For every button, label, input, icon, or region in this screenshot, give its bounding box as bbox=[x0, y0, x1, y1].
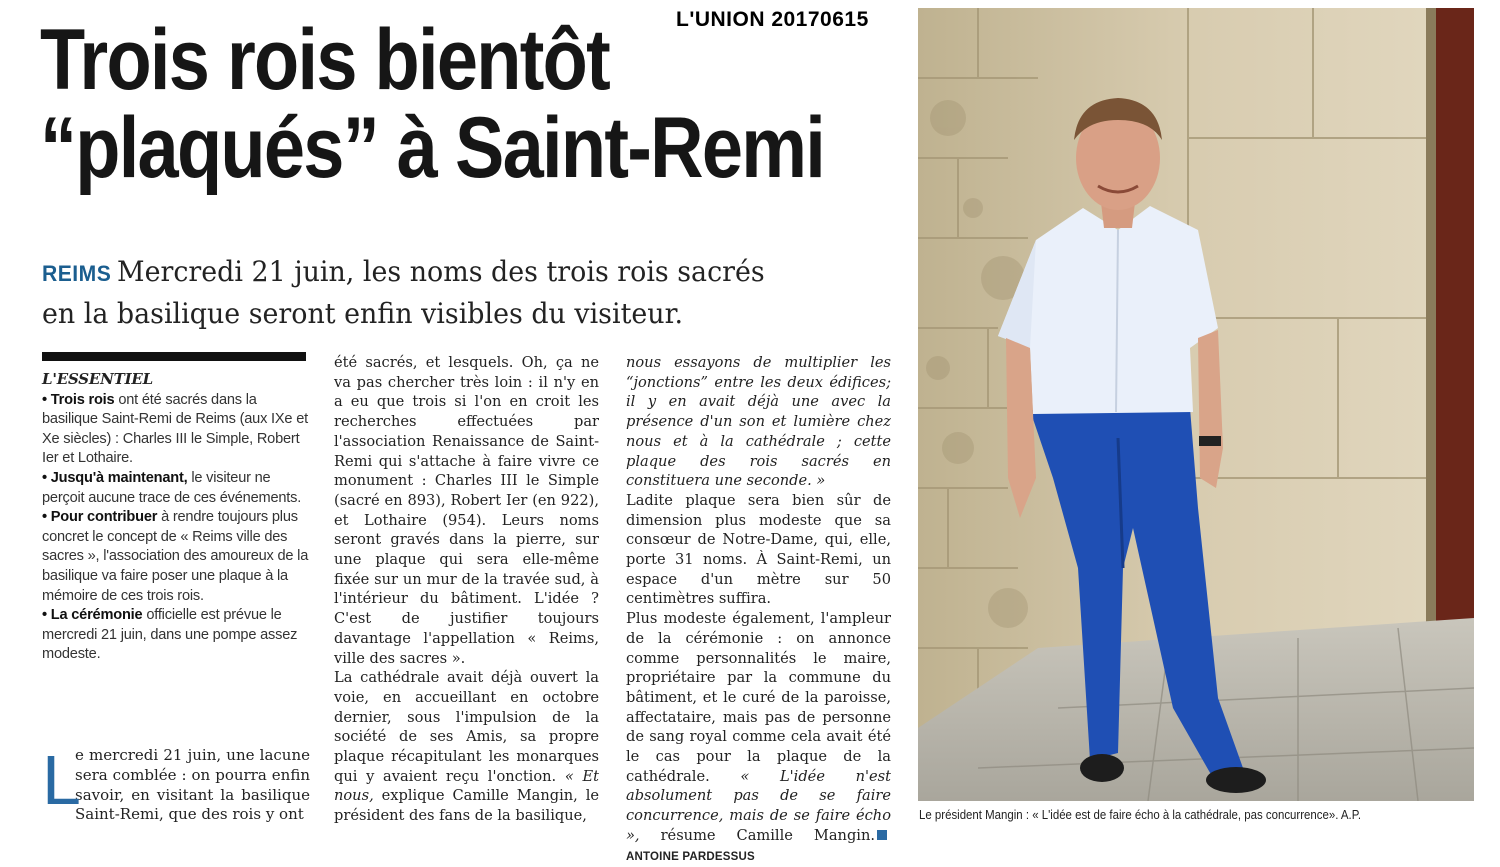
essentiel-box bbox=[42, 370, 310, 665]
essentiel-item: • Pour contribuer à rendre toujours plus concret le concept de « Reims ville des sacres », l'association des amoureux de la basilique va faire poser une plaque à la mémoire de ces trois rois. bbox=[42, 509, 309, 604]
essentiel-rule bbox=[42, 352, 306, 361]
article-standfirst bbox=[42, 252, 772, 334]
lead-paragraph bbox=[42, 741, 310, 825]
city-label: REIMS bbox=[42, 261, 112, 286]
body-column-3 bbox=[626, 353, 891, 867]
body-paragraph: Ladite plaque sera bien sûr de dimension plus modeste que sa consœur de Notre-Dame, qui, elle, porte 31 noms. À Saint-Remi, un espace d'un mètre sur 50 centimètres suffira. bbox=[626, 491, 891, 608]
photo-portrait-man bbox=[918, 8, 1474, 801]
body-paragraph: nous essayons de multiplier les “jonctions” entre les deux édifices; il y en avait déjà une avec la présence d'un son et lumière chez nous et à la cathédrale ; cette plaque des rois sacrés en constituera une seconde. » bbox=[626, 354, 891, 490]
byline-square-icon bbox=[877, 830, 887, 840]
body-column-2 bbox=[334, 353, 599, 826]
essentiel-item: • La cérémonie officielle est prévue le mercredi 21 juin, dans une pompe assez modeste. bbox=[42, 607, 298, 663]
body-paragraph: Plus modeste également, l'ampleur de la cérémonie : on annonce comme personnalités le maire, propriétaire par la commune du bâtiment, et le curé de la paroisse, affectataire, mais pas de personne de sang royal comme cela avait été le cas pour la plaque de la cathédrale. « L'idée n'est absolument pas de se faire concurrence, mais de se faire écho », résume Camille Mangin.ANTOINE PARDESSUS bbox=[626, 610, 892, 863]
essentiel-title: L'ESSENTIEL bbox=[42, 370, 154, 388]
byline: ANTOINE PARDESSUS bbox=[626, 850, 755, 863]
essentiel-item: • Jusqu'à maintenant, le visiteur ne perçoit aucune trace de ces événements. bbox=[42, 469, 302, 506]
headline-line-2: “plaqués” à Saint-Remi bbox=[40, 100, 825, 196]
drop-cap: L bbox=[42, 741, 81, 819]
standfirst-text: Mercredi 21 juin, les noms des trois rois sacrés en la basilique seront enfin visibles du visiteur. bbox=[42, 255, 765, 330]
essentiel-item: • Trois rois ont été sacrés dans la basilique Saint-Remi de Reims (aux IXe et Xe siècles) : Charles III le Simple, Robert Ier et Lothaire. bbox=[42, 391, 308, 467]
headline-line-1: Trois rois bientôt bbox=[40, 12, 609, 108]
lead-text: e mercredi 21 juin, une lacune sera comblée : on pourra enfin savoir, en visitant la basilique Saint-Remi, que des rois y ont bbox=[75, 746, 310, 824]
masthead-date: L'UNION 20170615 bbox=[676, 8, 869, 31]
photo-caption: Le président Mangin : « L'idée est de faire écho à la cathédrale, pas concurrence». A.P. bbox=[919, 807, 1362, 822]
body-paragraph: La cathédrale avait déjà ouvert la voie, en accueillant en octobre dernier, sous l'impulsion de la société de ses Amis, sa propre plaque récapitulant les monarques qui y avaient reçu l'onction. « Et nous, explique Camille Mangin, le président des fans de la basilique, bbox=[334, 669, 600, 825]
body-paragraph: été sacrés, et lesquels. Oh, ça ne va pas chercher très loin : il n'y en a eu que trois si l'on en croit les recherches effectuées par l'association Renaissance de Saint-Remi qui s'attache à faire vivre ce monument : Charles III le Simple (sacré en 893), Robert Ier (en 922), et Lothaire (954). Leurs noms seront gravés dans la pierre, sur une plaque qui sera elle-même fixée sur un mur de la travée sud, à l'intérieur du bâtiment. L'idée ? C'est de justifier toujours davantage l'appellation « Reims, ville des sacres ». bbox=[334, 354, 599, 667]
article-photo bbox=[918, 8, 1474, 801]
